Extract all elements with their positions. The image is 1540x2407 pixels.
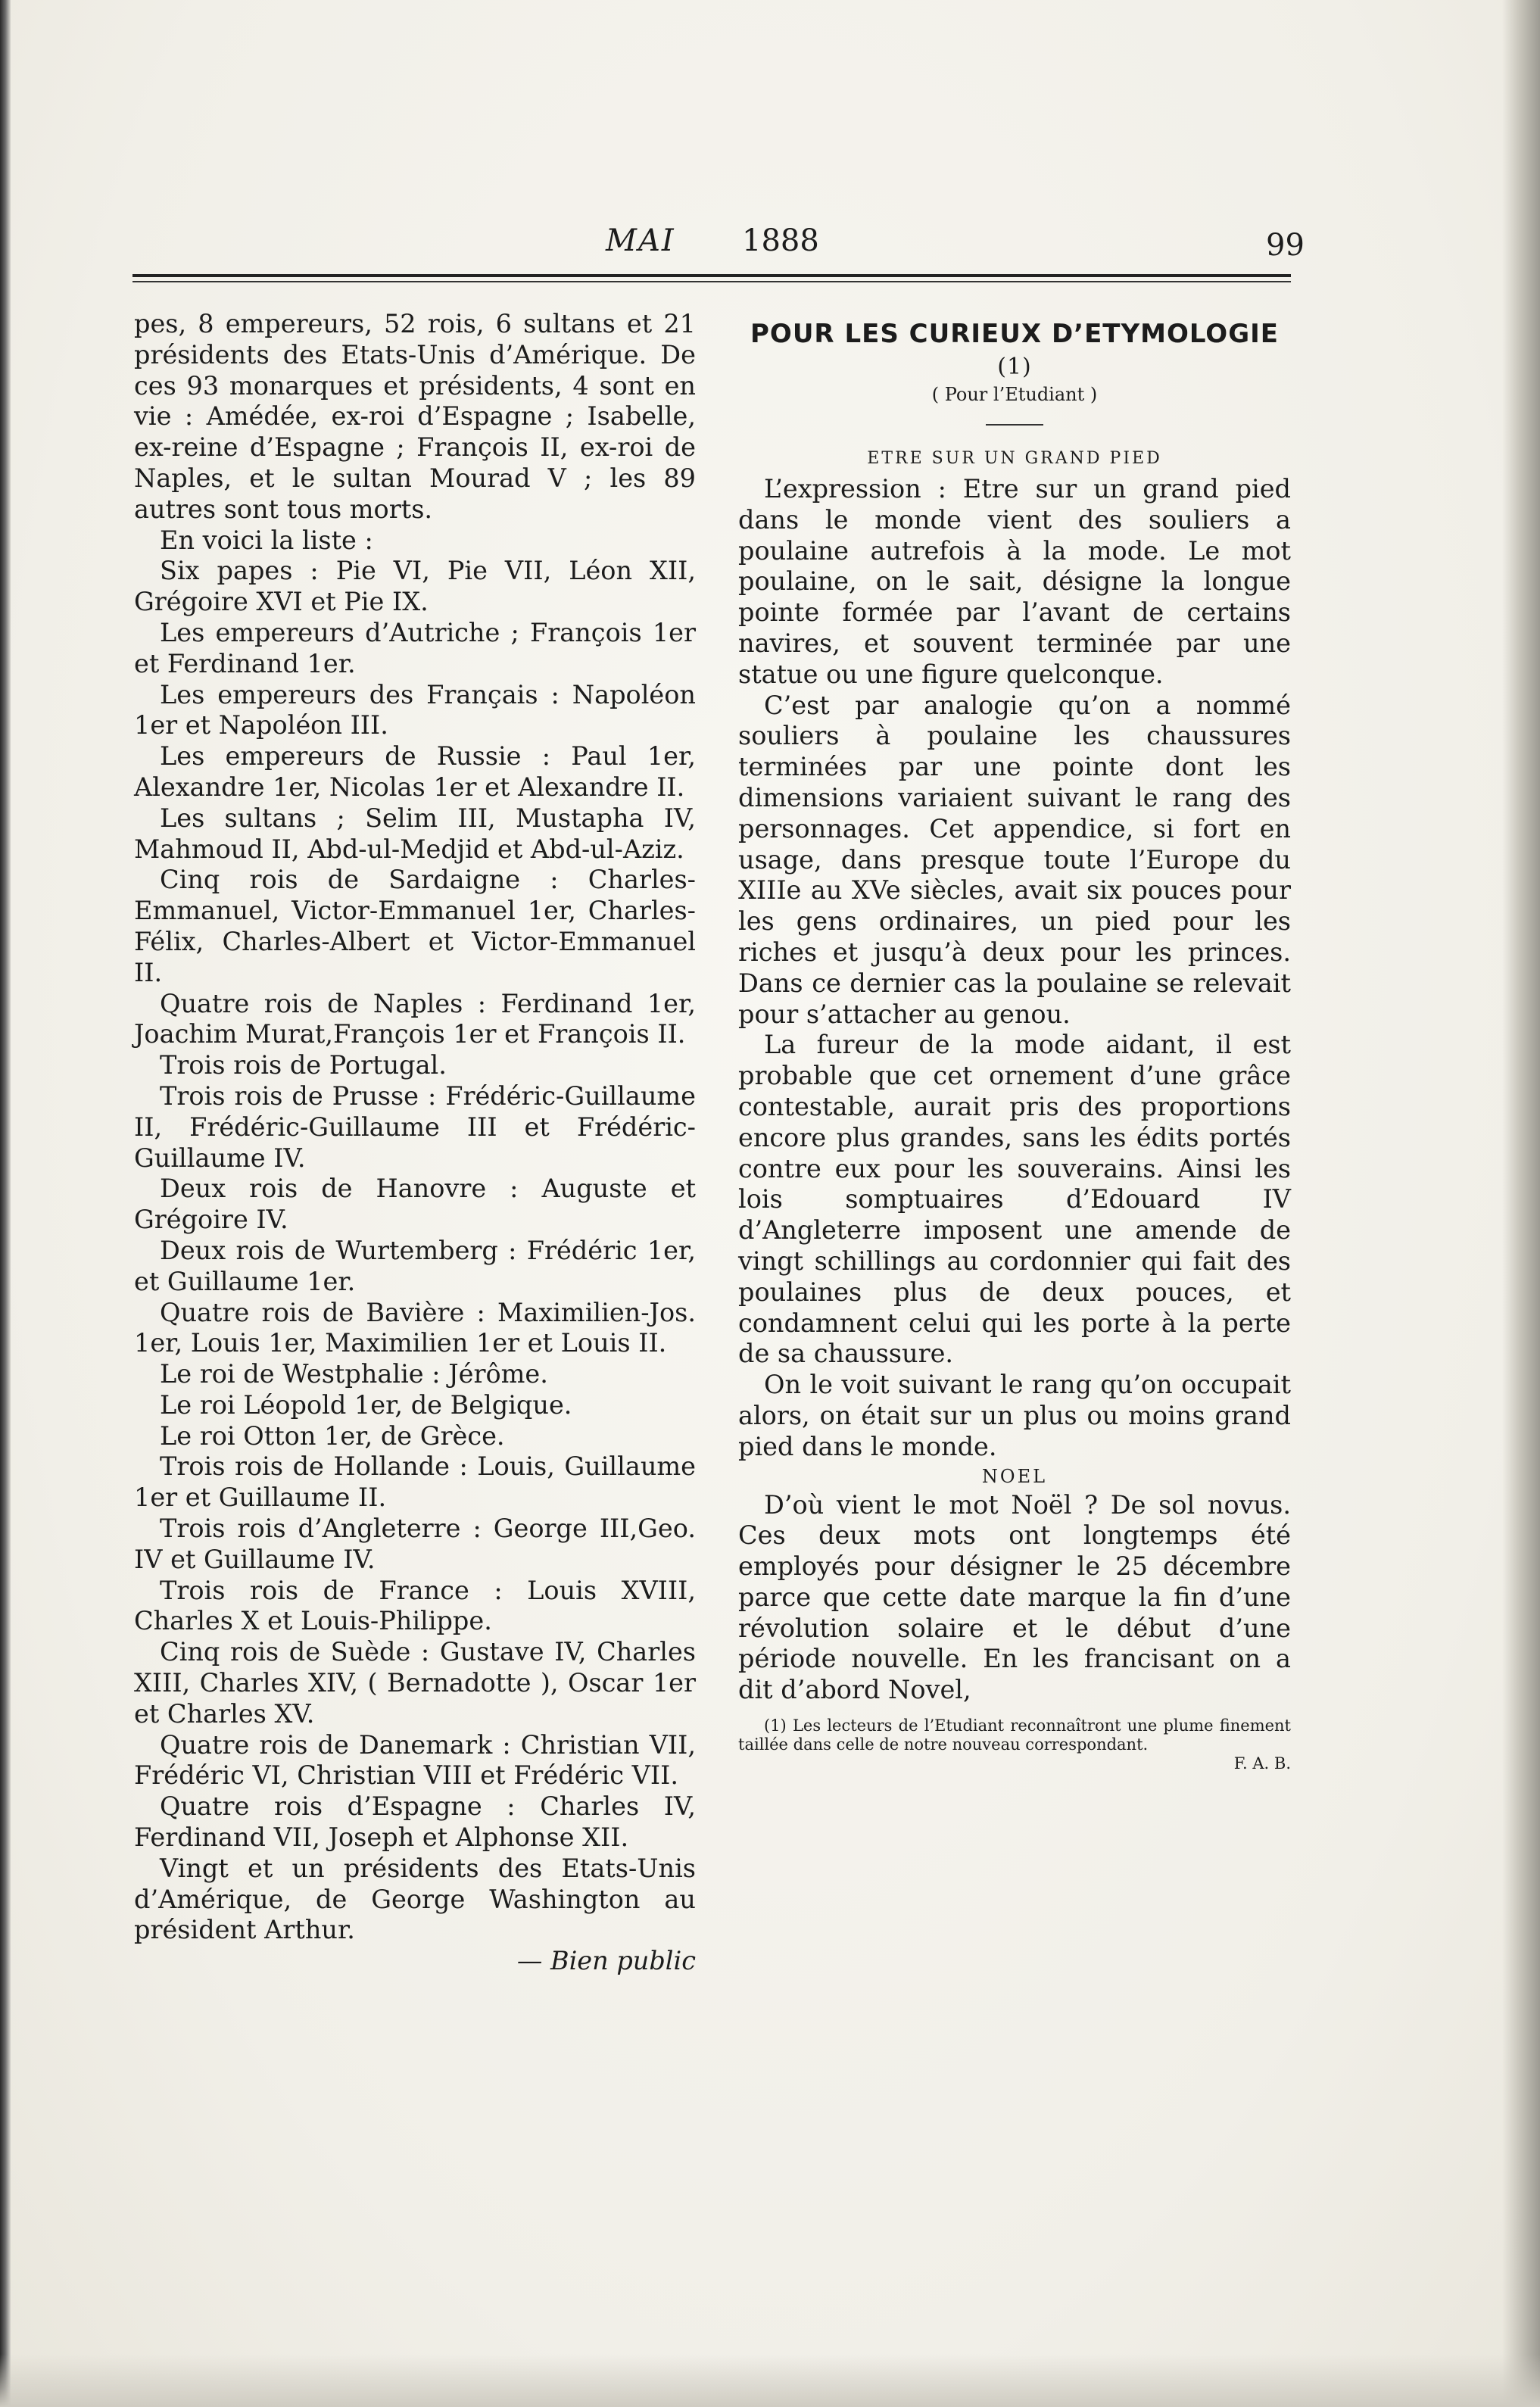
paragraph: Les empereurs des Français : Napoléon 1er et Napoléon III.	[134, 679, 696, 740]
paragraph: Deux rois de Wurtemberg : Frédéric 1er, et Guillaume 1er.	[134, 1235, 696, 1296]
header-rule-thin	[132, 281, 1291, 282]
paragraph: Le roi de Westphalie : Jérôme.	[160, 1359, 548, 1389]
paragraph: Trois rois de Prusse : Frédéric-Guillaume II, Frédéric-Guillaume III et Frédéric-Guillaume IV.	[134, 1080, 696, 1173]
paragraph: La fureur de la mode aidant, il est probable que cet ornement d’une grâce contestable, aurait pris des proportions encore plus grandes, sans les édits portés contre eux pour les souverains. Ainsi les lois somptuaires d’Edouard IV d’Angleterre imposent une amende de vingt schillings au cordonnier qui fait des poulaines plus de deux pouces, et condamnent celui qui les porte à la perte de sa chaussure.	[738, 1030, 1291, 1369]
paragraph: Les empereurs d’Autriche ; François 1er et Ferdinand 1er.	[134, 617, 696, 678]
paragraph: Quatre rois d’Espagne : Charles IV, Ferdinand VII, Joseph et Alphonse XII.	[134, 1791, 696, 1853]
page-edge-left	[0, 0, 11, 2407]
paragraph: Deux rois de Hanovre : Auguste et Grégoire IV.	[134, 1174, 696, 1235]
paragraph: D’où vient le mot Noël ? De sol novus. Ces deux mots ont longtemps été employés pour désigner le 25 décembre parce que cette date marque la fin d’une révolution solaire et le début d’une période nouvelle. En les francisant on a dit d’abord Novel,	[738, 1489, 1291, 1705]
running-head	[136, 223, 1305, 269]
paragraph: Vingt et un présidents des Etats-Unis d’Amérique, de George Washington au président Arthur.	[134, 1853, 696, 1945]
paragraph: On le voit suivant le rang qu’on occupait alors, on était sur un plus ou moins grand pied dans le monde.	[738, 1370, 1291, 1461]
paragraph: Les empereurs de Russie : Paul 1er, Alexandre 1er, Nicolas 1er et Alexandre II.	[134, 741, 696, 802]
footnote: (1) Les lecteurs de l’Etudiant reconnaîtront une plume finement taillée dans celle de notre nouveau correspondant.	[738, 1716, 1291, 1754]
footnote-signature: F. A. B.	[1233, 1754, 1291, 1773]
paragraph: Quatre rois de Bavière : Maximilien-Jos. 1er, Louis 1er, Maximilien 1er et Louis II.	[134, 1297, 696, 1358]
page-number: 99	[1266, 228, 1305, 263]
article-subtitle: ( Pour l’Etudiant )	[931, 384, 1098, 405]
paragraph: pes, 8 empereurs, 52 rois, 6 sultans et 21 présidents des Etats-Unis d’Amérique. De ces 93 monarques et présidents, 4 sont en vie : Amédée, ex-roi d’Espagne ; Isabelle, ex-reine d’Espagne ; François II, ex-roi de Naples, et le sultan Mourad V ; les 89 autres sont tous morts.	[134, 309, 696, 524]
header-month: MAI	[606, 223, 675, 258]
paragraph: C’est par analogie qu’on a nommé souliers à poulaine les chaussures terminées par une pointe dont les dimensions variaient suivant le rang des personnages. Cet appendice, si fort en usage, dans presque toute l’Europe du XIIIe au XVe siècles, avait six pouces pour les gens ordinaires, un pied pour les riches et jusqu’à deux pour les princes. Dans ce dernier cas la poulaine se relevait pour s’attacher au genou.	[738, 690, 1291, 1029]
section-heading: NOEL	[981, 1465, 1048, 1487]
separator-rule	[986, 424, 1043, 426]
paragraph: Cinq rois de Suède : Gustave IV, Charles XIII, Charles XIV, ( Bernadotte ), Oscar 1er et Charles XV.	[134, 1637, 696, 1729]
paragraph: Le roi Léopold 1er, de Belgique.	[160, 1389, 572, 1420]
paragraph: Trois rois de France : Louis XVIII, Charles X et Louis-Philippe.	[134, 1575, 696, 1636]
article-title-text: POUR LES CURIEUX D’ETYMOLOGIE	[750, 319, 1279, 349]
paragraph: L’expression : Etre sur un grand pied dans le monde vient des souliers a poulaine autrefois à la mode. Le mot poulaine, on le sait, désigne la longue pointe formée par l’avant de certains navires, et souvent terminée par une statue ou une figure quelconque.	[738, 474, 1291, 689]
page-edge-right	[1502, 0, 1540, 2407]
paragraph: Trois rois d’Angleterre : George III,Geo. IV et Guillaume IV.	[134, 1514, 696, 1574]
left-column	[134, 309, 696, 1977]
article-title	[738, 318, 1291, 383]
paragraph: Les sultans ; Selim III, Mustapha IV, Mahmoud II, Abd-ul-Medjid et Abd-ul-Aziz.	[134, 803, 696, 864]
paragraph: Six papes : Pie VI, Pie VII, Léon XII, Grégoire XVI et Pie IX.	[134, 556, 696, 617]
header-rule-thick	[132, 274, 1291, 277]
page-edge-bottom	[0, 2354, 1540, 2407]
paragraph: Quatre rois de Danemark : Christian VII, Frédéric VI, Christian VIII et Frédéric VII.	[134, 1729, 696, 1791]
paragraph: Trois rois de Portugal.	[160, 1050, 447, 1080]
paragraph: Quatre rois de Naples : Ferdinand 1er, Joachim Murat,François 1er et François II.	[134, 988, 696, 1049]
paragraph: Trois rois de Hollande : Louis, Guillaume 1er et Guillaume II.	[134, 1451, 696, 1513]
paragraph: Le roi Otton 1er, de Grèce.	[160, 1420, 505, 1451]
paragraph: Cinq rois de Sardaigne : Charles-Emmanuel, Victor-Emmanuel 1er, Charles-Félix, Charles-Albert et Victor-Emmanuel II.	[134, 865, 696, 987]
paragraph: En voici la liste :	[160, 525, 373, 555]
right-column	[738, 309, 1291, 1773]
title-footnote-ref: (1)	[997, 354, 1032, 380]
header-year: 1888	[742, 223, 819, 258]
source-signoff: — Bien public	[516, 1946, 696, 1976]
section-heading: ETRE SUR UN GRAND PIED	[867, 449, 1162, 468]
